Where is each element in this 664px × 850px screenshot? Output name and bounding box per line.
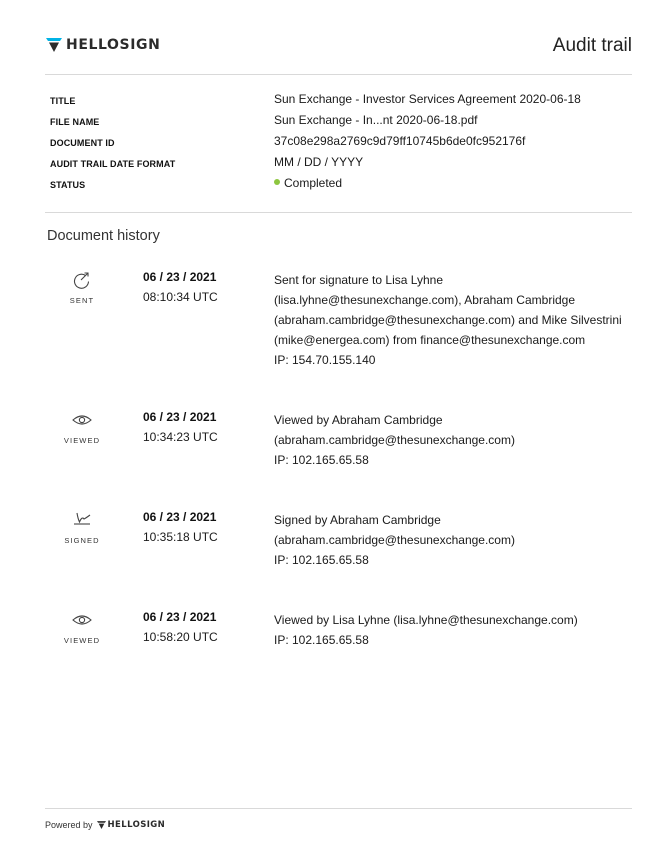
hellosign-logo: [46, 37, 160, 53]
event-line: (abraham.cambridge@thesunexchange.com) and Mike Silvestrini: [274, 313, 622, 327]
brand-name: HELLOSIGN: [66, 37, 161, 53]
meta-label: FILE NAME: [50, 117, 100, 127]
event-description: [274, 270, 634, 370]
footer-divider: [45, 808, 632, 809]
eye-icon: [70, 610, 94, 630]
status-value: [274, 176, 342, 190]
meta-row-date-format: [50, 155, 630, 175]
event-action: SENT: [69, 296, 95, 305]
event-line: IP: 154.70.155.140: [274, 353, 376, 367]
event-line: IP: 102.165.65.58: [274, 453, 369, 467]
metadata-divider: [45, 212, 632, 213]
event-date: 06 / 23 / 2021: [143, 270, 217, 284]
status-text: Completed: [284, 176, 343, 190]
signature-icon: [70, 510, 94, 530]
footer-brand: HELLOSIGN: [107, 820, 166, 830]
event-time: 10:58:20 UTC: [143, 630, 218, 644]
meta-label: DOCUMENT ID: [50, 138, 115, 148]
meta-row-status: [50, 176, 630, 196]
event-line: Sent for signature to Lisa Lyhne: [274, 273, 443, 287]
event-date: 06 / 23 / 2021: [143, 510, 217, 524]
meta-row-file-name: [50, 113, 630, 133]
event-time: 10:34:23 UTC: [143, 430, 218, 444]
powered-by-text: Powered by: [45, 820, 93, 830]
event-description: [274, 610, 634, 650]
event-line: (abraham.cambridge@thesunexchange.com): [274, 533, 515, 547]
page-title: Audit trail: [552, 35, 632, 56]
footer-logo: [97, 820, 166, 830]
event-line: IP: 102.165.65.58: [274, 633, 369, 647]
meta-value: Sun Exchange - Investor Services Agreement 2020-06-18: [274, 92, 581, 106]
eye-icon: [70, 410, 94, 430]
event-line: (mike@energea.com) from finance@thesunexchange.com: [274, 333, 586, 347]
section-title: Document history: [47, 228, 160, 244]
event-date: 06 / 23 / 2021: [143, 610, 217, 624]
meta-label: TITLE: [50, 96, 76, 106]
meta-value: 37c08e298a2769c9d79ff10745b6de0fc952176f: [274, 134, 526, 148]
meta-value: Sun Exchange - In...nt 2020-06-18.pdf: [274, 113, 478, 127]
meta-row-title: [50, 92, 630, 112]
header-divider: [45, 74, 632, 75]
event-description: [274, 510, 634, 570]
status-dot-icon: [274, 179, 280, 185]
event-line: (lisa.lyhne@thesunexchange.com), Abraham Cambridge: [274, 293, 576, 307]
event-action: VIEWED: [63, 436, 101, 445]
event-line: (abraham.cambridge@thesunexchange.com): [274, 433, 515, 447]
meta-row-document-id: [50, 134, 630, 154]
event-action: VIEWED: [63, 636, 101, 645]
meta-label: STATUS: [50, 180, 86, 190]
sent-icon: [70, 270, 94, 290]
footer: [45, 820, 165, 830]
event-line: Signed by Abraham Cambridge: [274, 513, 441, 527]
meta-label: AUDIT TRAIL DATE FORMAT: [50, 159, 176, 169]
event-time: 08:10:34 UTC: [143, 290, 218, 304]
event-line: Viewed by Lisa Lyhne (lisa.lyhne@thesunexchange.com): [274, 613, 578, 627]
event-description: [274, 410, 634, 470]
event-line: IP: 102.165.65.58: [274, 553, 369, 567]
hellosign-mark-icon: [97, 821, 106, 829]
hellosign-mark-icon: [46, 38, 62, 52]
event-time: 10:35:18 UTC: [143, 530, 218, 544]
event-line: Viewed by Abraham Cambridge: [274, 413, 443, 427]
meta-value: MM / DD / YYYY: [274, 155, 364, 169]
event-date: 06 / 23 / 2021: [143, 410, 217, 424]
event-action: SIGNED: [64, 536, 100, 545]
